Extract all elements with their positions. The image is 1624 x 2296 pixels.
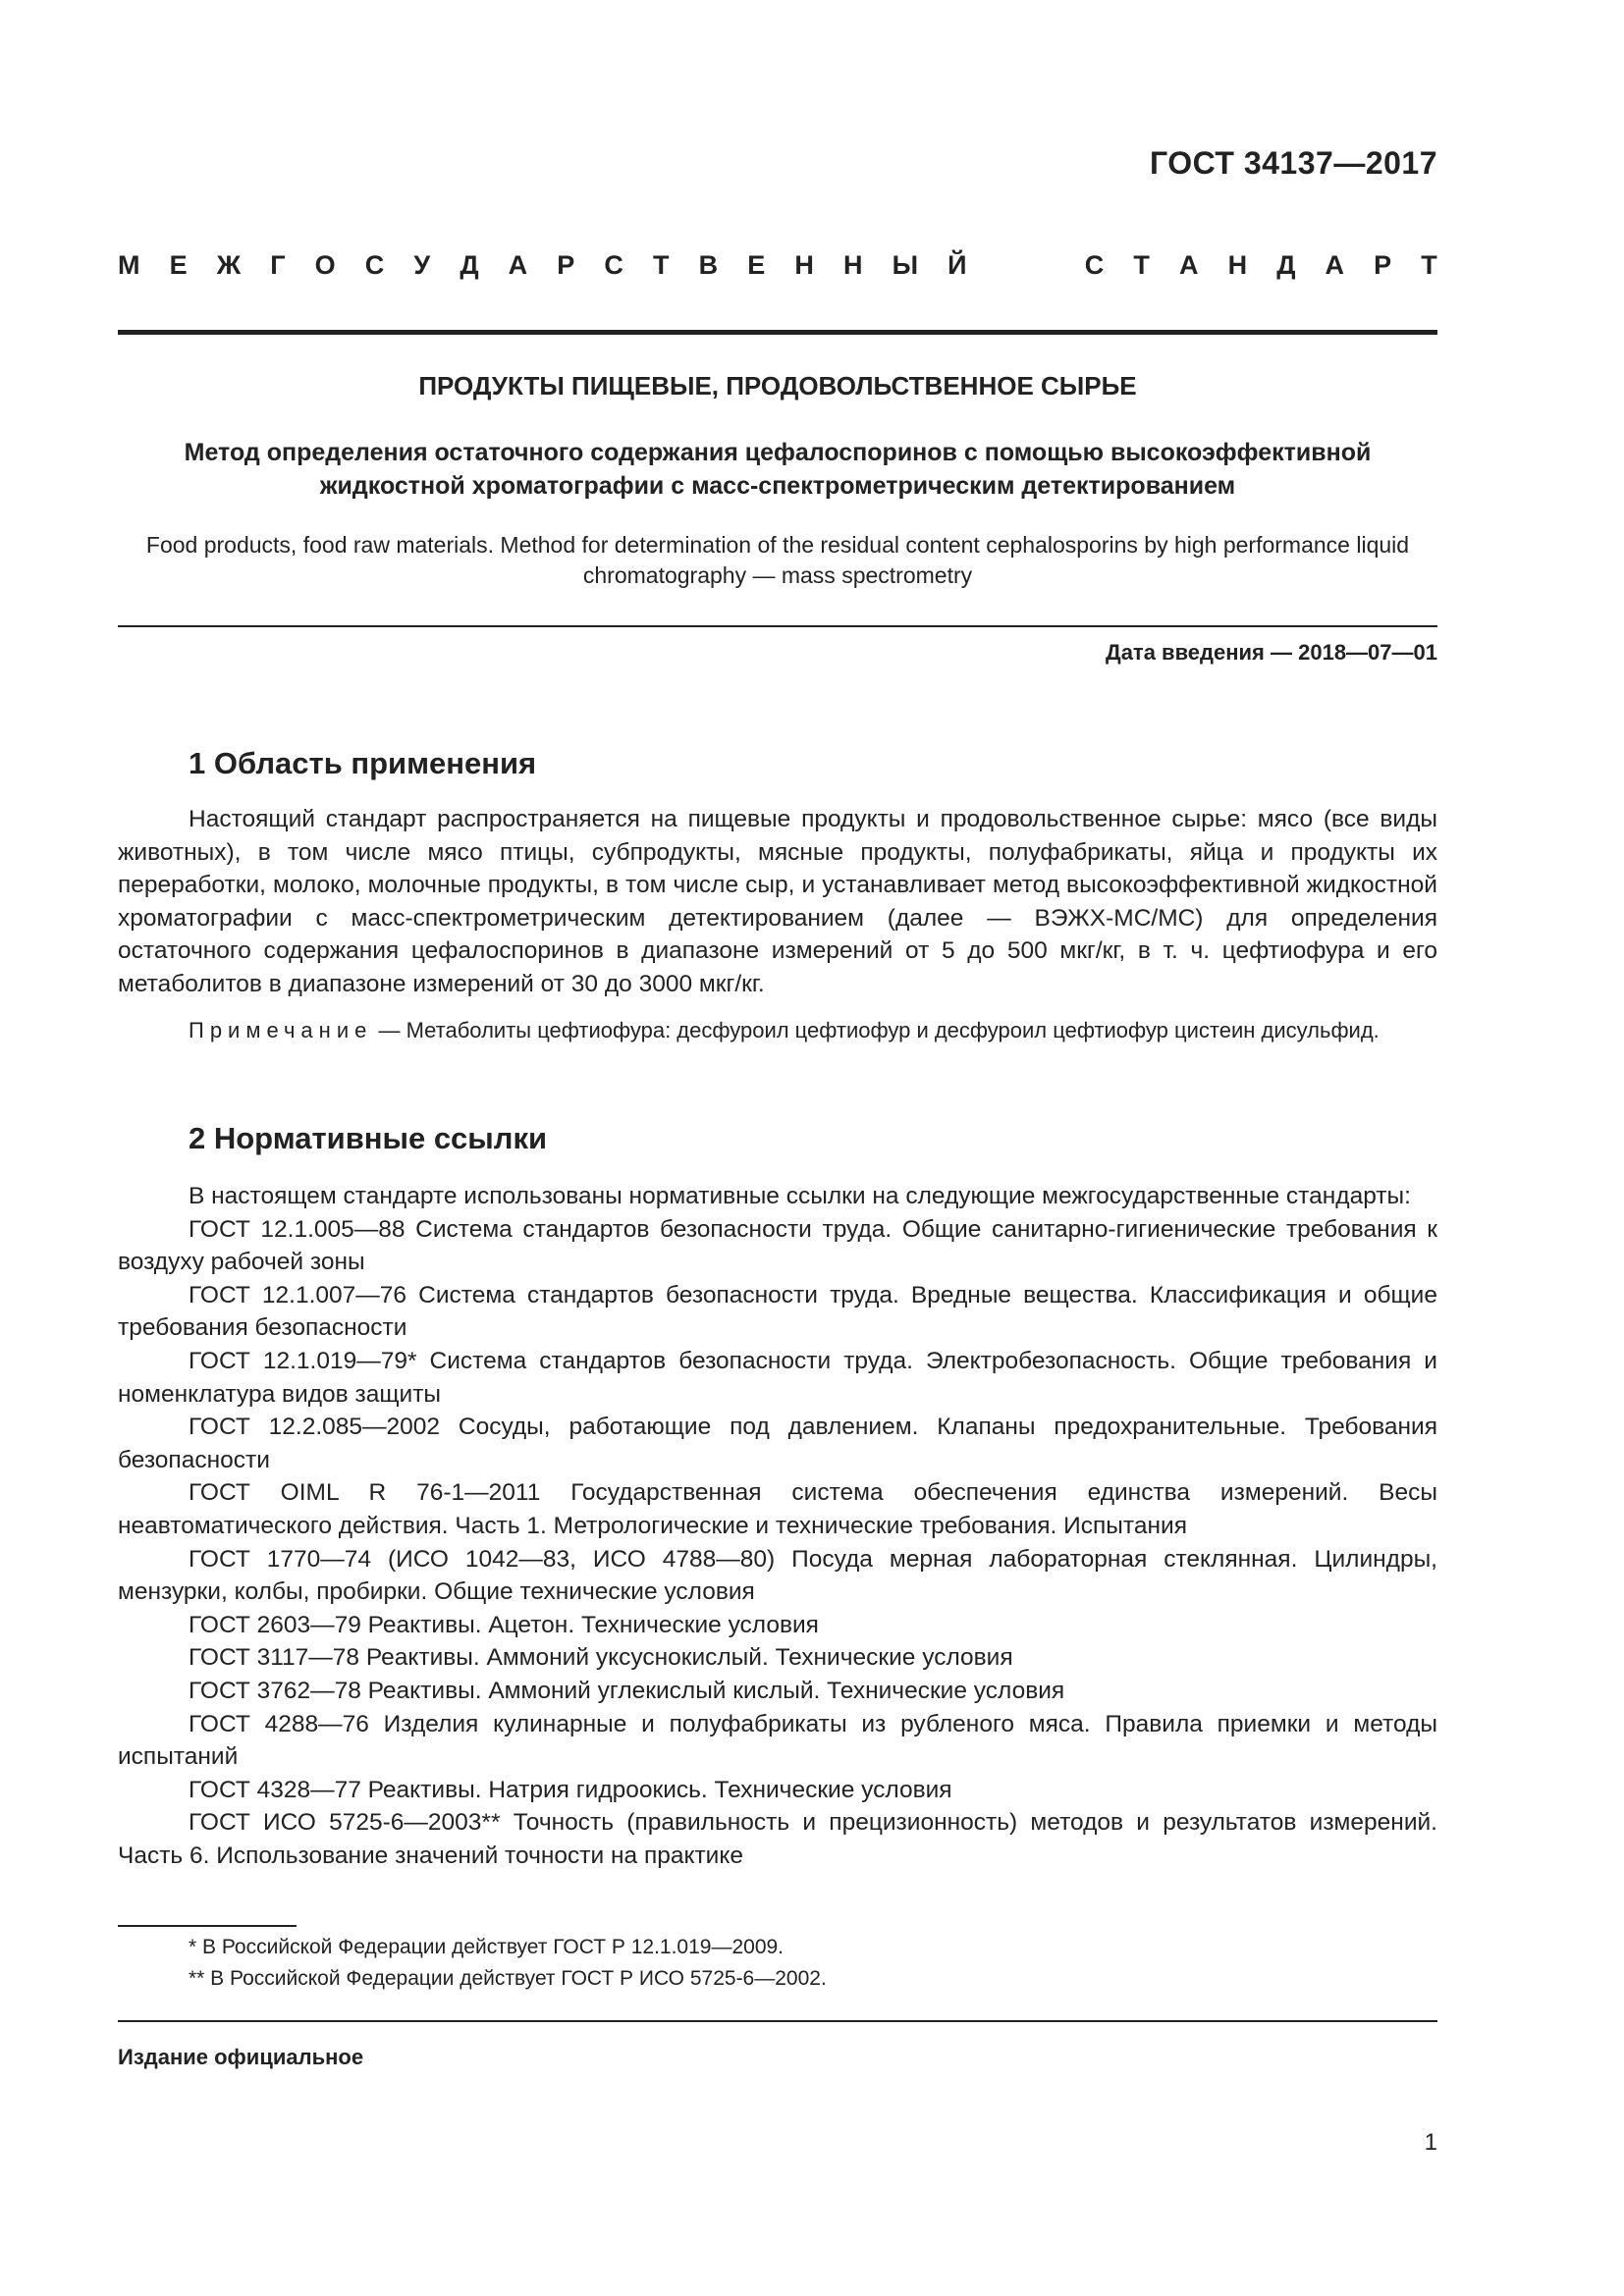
document-subtitle: [118, 436, 1437, 503]
category-letter: Р: [557, 250, 575, 280]
category-letter: Ы: [892, 250, 919, 280]
category-letter: Т: [1133, 250, 1150, 280]
reference-item: ГОСТ OIML R 76-1—2011 Государственная система обеспечения единства измерений. Весы неавтоматического действия. Часть 1. Метрологические и технические требования. Испытания: [118, 1479, 1437, 1539]
category-letter: Н: [842, 250, 863, 280]
section-1-heading: 1 Область применения: [189, 746, 537, 780]
note-text: — Метаболиты цефтиофура: десфуроил цефтиофур и десфуроил цефтиофур цистеин дисульфид.: [372, 1018, 1380, 1042]
english-title: [118, 530, 1437, 591]
edition-label: Издание официальное: [118, 2045, 364, 2069]
category-letter: Ж: [216, 250, 242, 280]
category-letter: С: [1084, 250, 1105, 280]
footnote-2: ** В Российской Федерации действует ГОСТ Р ИСО 5725-6—2002.: [189, 1967, 827, 1990]
category-letter: Т: [1421, 250, 1437, 280]
category-letter: С: [364, 250, 385, 280]
reference-item: ГОСТ 12.1.019—79* Система стандартов безопасности труда. Электробезопасность. Общие требования и номенклатура видов защиты: [118, 1347, 1437, 1408]
category-letter: О: [314, 250, 336, 280]
references-intro: В настоящем стандарте использованы нормативные ссылки на следующие межгосударственные стандарты:: [189, 1183, 1411, 1209]
reference-item: ГОСТ 2603—79 Реактивы. Ацетон. Технические условия: [189, 1611, 819, 1638]
standard-number: ГОСТ 34137—2017: [1149, 145, 1437, 181]
category-letter: Р: [1374, 250, 1392, 280]
category-letter: А: [1178, 250, 1199, 280]
footnotes: [189, 1932, 827, 1995]
note-label: Примечание: [189, 1018, 373, 1042]
category-letter: Й: [947, 250, 967, 280]
footnote-separator: [118, 1925, 297, 1927]
page-number: 1: [1424, 2129, 1437, 2156]
category-letter: В: [698, 250, 719, 280]
reference-item: ГОСТ 3117—78 Реактивы. Аммоний уксуснокислый. Технические условия: [189, 1644, 1013, 1672]
reference-item: ГОСТ 1770—74 (ИСО 1042—83, ИСО 4788—80) Посуда мерная лабораторная стеклянная. Цилиндры, мензурки, колбы, пробирки. Общие технические условия: [118, 1545, 1437, 1606]
category-letter: Е: [747, 250, 766, 280]
category-letter: Е: [169, 250, 188, 280]
category-letter: М: [118, 250, 140, 280]
reference-item: ГОСТ 4288—76 Изделия кулинарные и полуфабрикаты из рубленого мяса. Правила приемки и методы испытаний: [118, 1710, 1437, 1771]
subtitle-text: Метод определения остаточного содержания цефалоспоринов с помощью высокоэффективной жидкостной хроматографии с масс-спектрометрическим детектированием: [184, 439, 1372, 500]
english-title-text: Food products, food raw materials. Method for determination of the residual content cephalosporins by high performance liquid chromatography — mass spectrometry: [145, 532, 1410, 588]
reference-item: ГОСТ 12.1.005—88 Система стандартов безопасности труда. Общие санитарно-гигиенические требования к воздуху рабочей зоны: [118, 1215, 1437, 1276]
category-letter: А: [1325, 250, 1345, 280]
category-letter: Д: [1276, 250, 1296, 280]
references-list: [118, 1180, 1437, 1872]
reference-item: ГОСТ 4328—77 Реактивы. Натрия гидроокись. Технические условия: [189, 1776, 952, 1803]
section-2-heading: 2 Нормативные ссылки: [189, 1121, 548, 1155]
document-page: [118, 0, 1437, 2296]
category-letter: Д: [460, 250, 479, 280]
section-1-paragraph: Настоящий стандарт распространяется на пищевые продукты и продовольственное сырье: мясо (все виды животных), в том числе мясо птицы, субпродукты, мясные продукты, полуфабрикаты, яйца и продукты их переработки, молоко, молочные продукты, в том числе сыр, и устанавливает метод высокоэффективной жидкостной хроматографии с масс-спектрометрическим детектированием (далее — ВЭЖХ-МС/МС) для определения остаточного содержания цефалоспоринов в диапазоне измерений от 5 до 500 мкг/кг, в т. ч. цефтиофура и его метаболитов в диапазоне измерений от 30 до 3000 мкг/кг.: [118, 806, 1437, 997]
category-letter: А: [508, 250, 528, 280]
category-letter: Т: [653, 250, 670, 280]
document-title: ПРОДУКТЫ ПИЩЕВЫЕ, ПРОДОВОЛЬСТВЕННОЕ СЫРЬЕ: [418, 371, 1137, 400]
category-letter: С: [604, 250, 623, 280]
footnote-1: * В Российской Федерации действует ГОСТ Р 12.1.019—2009.: [189, 1936, 785, 1958]
standard-category: [118, 250, 1437, 281]
reference-item: ГОСТ 12.1.007—76 Система стандартов безопасности труда. Вредные вещества. Классификация и общие требования безопасности: [118, 1281, 1437, 1342]
title-rule: [118, 625, 1437, 627]
reference-item: ГОСТ ИСО 5725-6—2003** Точность (правильность и прецизионность) методов и результатов измерений. Часть 6. Использование значений точности на практике: [118, 1809, 1437, 1869]
section-1-note: [118, 1015, 1437, 1046]
category-letter: У: [413, 250, 431, 280]
category-word-gap: [997, 250, 1056, 281]
category-letter: Г: [270, 250, 286, 280]
category-letter: Н: [1227, 250, 1248, 280]
reference-item: ГОСТ 3762—78 Реактивы. Аммоний углекислый кислый. Технические условия: [189, 1677, 1065, 1704]
introduction-date: Дата введения — 2018—07—01: [1106, 640, 1437, 665]
footer-rule: [118, 2020, 1437, 2022]
header-rule: [118, 330, 1437, 335]
category-letter: Н: [794, 250, 814, 280]
reference-item: ГОСТ 12.2.085—2002 Сосуды, работающие под давлением. Клапаны предохранительные. Требования безопасности: [118, 1414, 1437, 1473]
